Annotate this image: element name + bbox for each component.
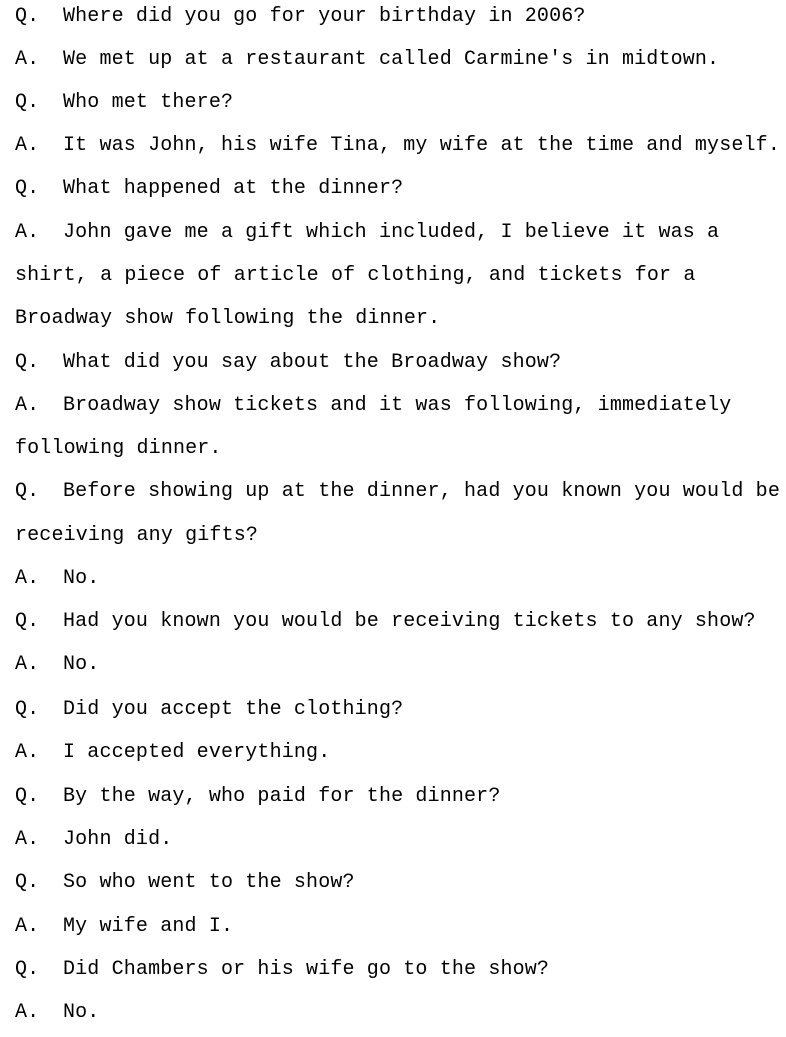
line-marker: Q. (15, 351, 40, 374)
line-marker: A. (15, 221, 40, 244)
transcript-line (15, 134, 780, 158)
line-text: What did you say about the Broadway show? (63, 351, 562, 374)
transcript-line (15, 480, 780, 504)
transcript-line (15, 177, 403, 201)
transcript-line (15, 264, 696, 288)
line-marker: A. (15, 915, 40, 938)
transcript-line (15, 653, 99, 677)
transcript-line (15, 48, 719, 72)
line-text: John gave me a gift which included, I believe it was a (63, 221, 720, 244)
transcript-line (15, 610, 756, 634)
line-text: No. (63, 653, 100, 676)
line-marker: Q. (15, 871, 40, 894)
transcript-line (15, 915, 233, 939)
line-marker: Q. (15, 91, 40, 114)
transcript-line (15, 958, 549, 982)
line-text: Before showing up at the dinner, had you known you would be (63, 480, 780, 503)
transcript-line (15, 394, 731, 418)
line-text: No. (63, 567, 100, 590)
transcript-line (15, 1001, 99, 1025)
line-marker: A. (15, 134, 40, 157)
line-marker: A. (15, 1001, 40, 1024)
transcript-line (15, 91, 233, 115)
line-marker: Q. (15, 177, 40, 200)
line-text: Did you accept the clothing? (63, 698, 404, 721)
line-marker: A. (15, 828, 40, 851)
transcript-line (15, 351, 561, 375)
line-text: I accepted everything. (63, 741, 331, 764)
transcript-line (15, 741, 330, 765)
transcript-line (15, 221, 719, 245)
line-marker: A. (15, 48, 40, 71)
line-marker: A. (15, 741, 40, 764)
transcript-line (15, 698, 403, 722)
line-marker: A. (15, 653, 40, 676)
line-text: Where did you go for your birthday in 2006? (63, 5, 586, 28)
transcript-line (15, 785, 500, 809)
line-text: What happened at the dinner? (63, 177, 404, 200)
line-marker: A. (15, 567, 40, 590)
transcript-line (15, 871, 355, 895)
line-text: Who met there? (63, 91, 234, 114)
transcript-line (15, 567, 99, 591)
line-marker: Q. (15, 698, 40, 721)
line-marker: Q. (15, 480, 40, 503)
line-text: following dinner. (15, 437, 222, 460)
line-text: John did. (63, 828, 173, 851)
line-text: Had you known you would be receiving tickets to any show? (63, 610, 756, 633)
line-text: Did Chambers or his wife go to the show? (63, 958, 550, 981)
line-text: shirt, a piece of article of clothing, and tickets for a (15, 264, 696, 287)
line-text: By the way, who paid for the dinner? (63, 785, 501, 808)
transcript-line (15, 307, 440, 331)
line-text: Broadway show tickets and it was following, immediately (63, 394, 732, 417)
line-text: So who went to the show? (63, 871, 355, 894)
transcript-line (15, 5, 586, 29)
line-marker: Q. (15, 610, 40, 633)
transcript-line (15, 524, 258, 548)
line-marker: Q. (15, 5, 40, 28)
line-text: Broadway show following the dinner. (15, 307, 441, 330)
line-text: receiving any gifts? (15, 524, 259, 547)
line-text: No. (63, 1001, 100, 1024)
line-text: It was John, his wife Tina, my wife at the time and myself. (63, 134, 780, 157)
line-text: We met up at a restaurant called Carmine's in midtown. (63, 48, 720, 71)
transcript-line (15, 437, 222, 461)
line-marker: Q. (15, 958, 40, 981)
line-marker: Q. (15, 785, 40, 808)
transcript-line (15, 828, 172, 852)
line-text: My wife and I. (63, 915, 234, 938)
line-marker: A. (15, 394, 40, 417)
